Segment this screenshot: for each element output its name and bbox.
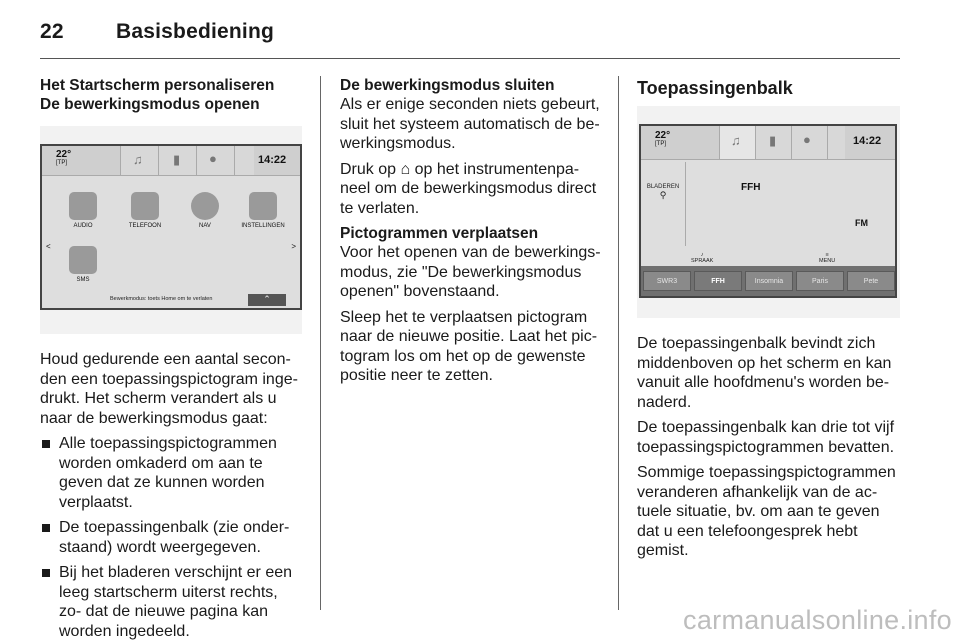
column-1 <box>40 76 302 114</box>
section-heading: Het Startscherm personaliseren <box>40 77 275 94</box>
top-bar <box>42 146 300 176</box>
subsection-heading: De bewerkingsmodus openen <box>40 96 260 113</box>
chevron-up-icon[interactable]: ⌃ <box>248 294 286 306</box>
clock: 14:22 <box>258 154 287 166</box>
tile-audio[interactable]: AUDIO <box>56 192 110 229</box>
page-number: 22 <box>40 20 64 43</box>
column-2 <box>340 76 602 392</box>
status-text: Bewerkmodus: toets Home om te verlaten <box>110 296 213 302</box>
radio-screen <box>639 124 897 298</box>
watermark: carmanualsonline.info <box>683 605 952 635</box>
appbar-slot[interactable] <box>791 126 827 159</box>
column-1-body <box>40 350 302 642</box>
music-icon: ♫ <box>731 133 741 148</box>
home-screen <box>40 144 302 310</box>
microphone-icon: ♪ <box>700 252 704 258</box>
appbar-slot <box>120 146 158 175</box>
top-bar <box>641 126 895 160</box>
home-icon: ⌂ <box>400 160 411 178</box>
phone-icon <box>131 192 159 220</box>
preset-button[interactable]: SWR3 <box>643 271 691 291</box>
paragraph: Als er enige seconden niets gebeurt, sluit het systeem automatisch de be- werkingsmodus. <box>340 96 600 152</box>
column-divider <box>320 76 321 610</box>
appbar-slot-active[interactable] <box>719 126 755 159</box>
list-item: De toepassingenbalk (zie onder- staand) wordt weergegeven. <box>40 518 302 557</box>
paragraph: Druk op ⌂ op het instrumentenpa- neel om de bewerkingsmodus direct te verlaten. <box>340 160 597 217</box>
music-icon: ♫ <box>133 152 143 167</box>
appbar-screenshot <box>637 106 900 318</box>
header-rule <box>40 58 900 59</box>
section-heading: Toepassingenbalk <box>637 78 793 98</box>
speech-button[interactable]: ♪ SPRAAK <box>691 252 714 264</box>
paragraph: De toepassingenbalk bevindt zich middenboven op het scherm en kan vanuit alle hoofdmenu's worden be- naderd. <box>637 335 892 411</box>
paragraph: Sommige toepassingspictogrammen veranderen afhankelijk van de ac- tuele situatie, bv. om aan te geven dat u een telefoongesprek hebt gemist. <box>637 464 896 559</box>
list-item: Bij het bladeren verschijnt er een leeg startscherm uiterst rechts, zo- dat de nieuwe pagina kan worden ingedeeld. <box>40 563 302 641</box>
intro-paragraph: Houd gedurende een aantal secon- den een toepassingspictogram inge- drukt. Het scherm verandert als u naar de bewerkingsmodus gaat: <box>40 351 298 427</box>
temperature: 22° [TP] <box>655 130 671 147</box>
column-3-body <box>637 334 902 567</box>
gear-icon <box>249 192 277 220</box>
message-icon <box>69 246 97 274</box>
page-header <box>40 20 274 44</box>
appbar-slot <box>827 126 845 159</box>
preset-bar <box>641 266 895 296</box>
phone-icon: ▮ <box>769 133 777 148</box>
compass-icon <box>191 192 219 220</box>
preset-button[interactable]: FFH <box>694 271 742 291</box>
bullet-icon <box>42 440 50 448</box>
circle-icon: ● <box>209 151 217 166</box>
notification-icon: ● <box>803 132 811 147</box>
appbar-slot <box>234 146 254 175</box>
appbar-slot <box>158 146 196 175</box>
paragraph: Sleep het te verplaatsen pictogram naar de nieuwe positie. Laat het pic- togram los om het op de gewenste positie neer te zetten. <box>340 308 598 384</box>
bullet-icon <box>42 569 50 577</box>
bullet-icon <box>42 524 50 532</box>
page-title: Basisbediening <box>116 20 275 43</box>
edit-mode-screenshot <box>40 126 302 334</box>
bullet-list <box>40 434 302 641</box>
menu-button[interactable]: ≡ MENU <box>819 252 836 264</box>
divider <box>685 162 686 246</box>
preset-button[interactable]: Pete <box>847 271 895 291</box>
tile-sms[interactable]: SMS <box>56 246 110 283</box>
column-divider <box>618 76 619 610</box>
appbar-slot <box>196 146 234 175</box>
search-icon: ⚲ <box>659 190 667 200</box>
menu-icon: ≡ <box>825 252 829 258</box>
preset-button[interactable]: Insomnia <box>745 271 793 291</box>
section-heading: Pictogrammen verplaatsen <box>340 225 539 242</box>
section-heading: De bewerkingsmodus sluiten <box>340 77 555 94</box>
band-label: FM <box>855 218 868 228</box>
tile-phone[interactable]: TELEFOON <box>118 192 172 229</box>
scroll-right-icon[interactable]: > <box>291 242 296 251</box>
temperature: 22° [TP] <box>56 149 72 166</box>
preset-button[interactable]: Paris <box>796 271 844 291</box>
column-3 <box>637 76 902 99</box>
clock: 14:22 <box>853 135 882 147</box>
music-icon <box>69 192 97 220</box>
appbar-slot[interactable] <box>755 126 791 159</box>
tile-settings[interactable]: INSTELLINGEN <box>236 192 290 229</box>
browse-button[interactable]: BLADEREN ⚲ <box>646 184 680 200</box>
scroll-left-icon[interactable]: < <box>46 242 51 251</box>
list-item: Alle toepassingspictogrammen worden omkaderd om aan te geven dat ze kunnen worden verplaatst. <box>40 434 302 512</box>
phone-icon: ▮ <box>173 152 181 167</box>
paragraph: De toepassingenbalk kan drie tot vijf toepassingspictogrammen bevatten. <box>637 419 895 456</box>
station-name: FFH <box>741 182 761 193</box>
tile-nav[interactable]: NAV <box>178 192 232 229</box>
paragraph: Voor het openen van de bewerkings- modus, zie "De bewerkingsmodus openen" bovenstaand. <box>340 244 601 300</box>
